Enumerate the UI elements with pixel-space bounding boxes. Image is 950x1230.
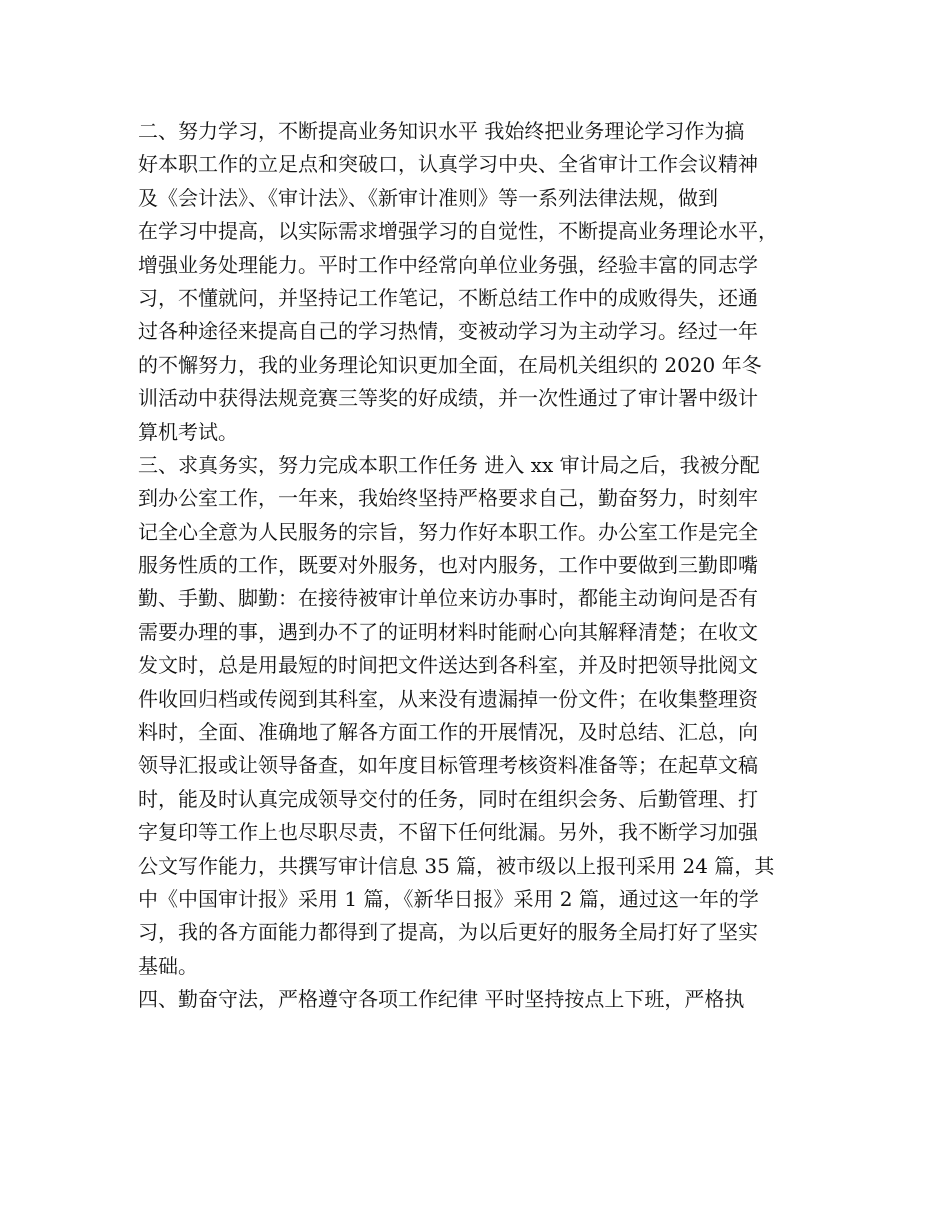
text-line: 基础。 xyxy=(138,953,198,978)
text-line: 在学习中提高，以实际需求增强学习的自觉性，不断提高业务理论水平， xyxy=(138,219,778,244)
text-line: 公文写作能力，共撰写审计信息 35 篇，被市级以上报刊采用 24 篇，其 xyxy=(138,853,775,878)
text-line: 记全心全意为人民服务的宗旨，努力作好本职工作。办公室工作是完全 xyxy=(138,519,758,544)
text-line: 服务性质的工作，既要对外服务，也对内服务，工作中要做到三勤即嘴 xyxy=(138,553,758,578)
text-line: 需要办理的事，遇到办不了的证明材料时能耐心向其解释清楚；在收文 xyxy=(138,619,758,644)
text-line: 料时，全面、准确地了解各方面工作的开展情况，及时总结、汇总，向 xyxy=(138,720,758,745)
text-line: 二、努力学习，不断提高业务知识水平 我始终把业务理论学习作为搞 xyxy=(138,119,745,143)
text-line: 领导汇报或让领导备查，如年度目标管理考核资料准备等；在起草文稿 xyxy=(138,753,758,778)
text-line: 算机考试。 xyxy=(138,419,238,444)
text-line: 时，能及时认真完成领导交付的任务，同时在组织会务、后勤管理、打 xyxy=(138,786,758,811)
text-line: 字复印等工作上也尽职尽责，不留下任何纰漏。另外，我不断学习加强 xyxy=(138,820,758,845)
text-line: 发文时，总是用最短的时间把文件送达到各科室，并及时把领导批阅文 xyxy=(138,653,758,678)
text-line: 勤、手勤、脚勤：在接待被审计单位来访办事时，都能主动询问是否有 xyxy=(138,586,758,611)
text-line: 习，我的各方面能力都得到了提高，为以后更好的服务全局打好了坚实 xyxy=(138,920,758,945)
text-line: 四、勤奋守法，严格遵守各项工作纪律 平时坚持按点上下班，严格执 xyxy=(138,987,745,1012)
text-line: 好本职工作的立足点和突破口，认真学习中央、全省审计工作会议精神 xyxy=(138,152,758,177)
text-line: 习，不懂就问，并坚持记工作笔记，不断总结工作中的成败得失，还通 xyxy=(138,285,758,310)
text-line: 中《中国审计报》采用 1 篇，《新华日报》采用 2 篇，通过这一年的学 xyxy=(138,886,759,911)
text-line: 三、求真务实，努力完成本职工作任务 进入 xx 审计局之后，我被分配 xyxy=(138,452,760,477)
text-line: 的不懈努力，我的业务理论知识更加全面，在局机关组织的 2020 年冬 xyxy=(138,352,762,377)
document-body xyxy=(138,115,818,1017)
text-line: 训活动中获得法规竞赛三等奖的好成绩，并一次性通过了审计署中级计 xyxy=(138,386,758,411)
text-line: 及《会计法》、《审计法》、《新审计准则》等一系列法律法规，做到 xyxy=(138,185,718,210)
text-line: 过各种途径来提高自己的学习热情，变被动学习为主动学习。经过一年 xyxy=(138,319,758,344)
text-line: 到办公室工作，一年来，我始终坚持严格要求自己，勤奋努力，时刻牢 xyxy=(138,486,758,511)
text-line: 件收回归档或传阅到其科室，从来没有遗漏掉一份文件；在收集整理资 xyxy=(138,686,758,711)
text-line: 增强业务处理能力。平时工作中经常向单位业务强，经验丰富的同志学 xyxy=(138,252,758,277)
